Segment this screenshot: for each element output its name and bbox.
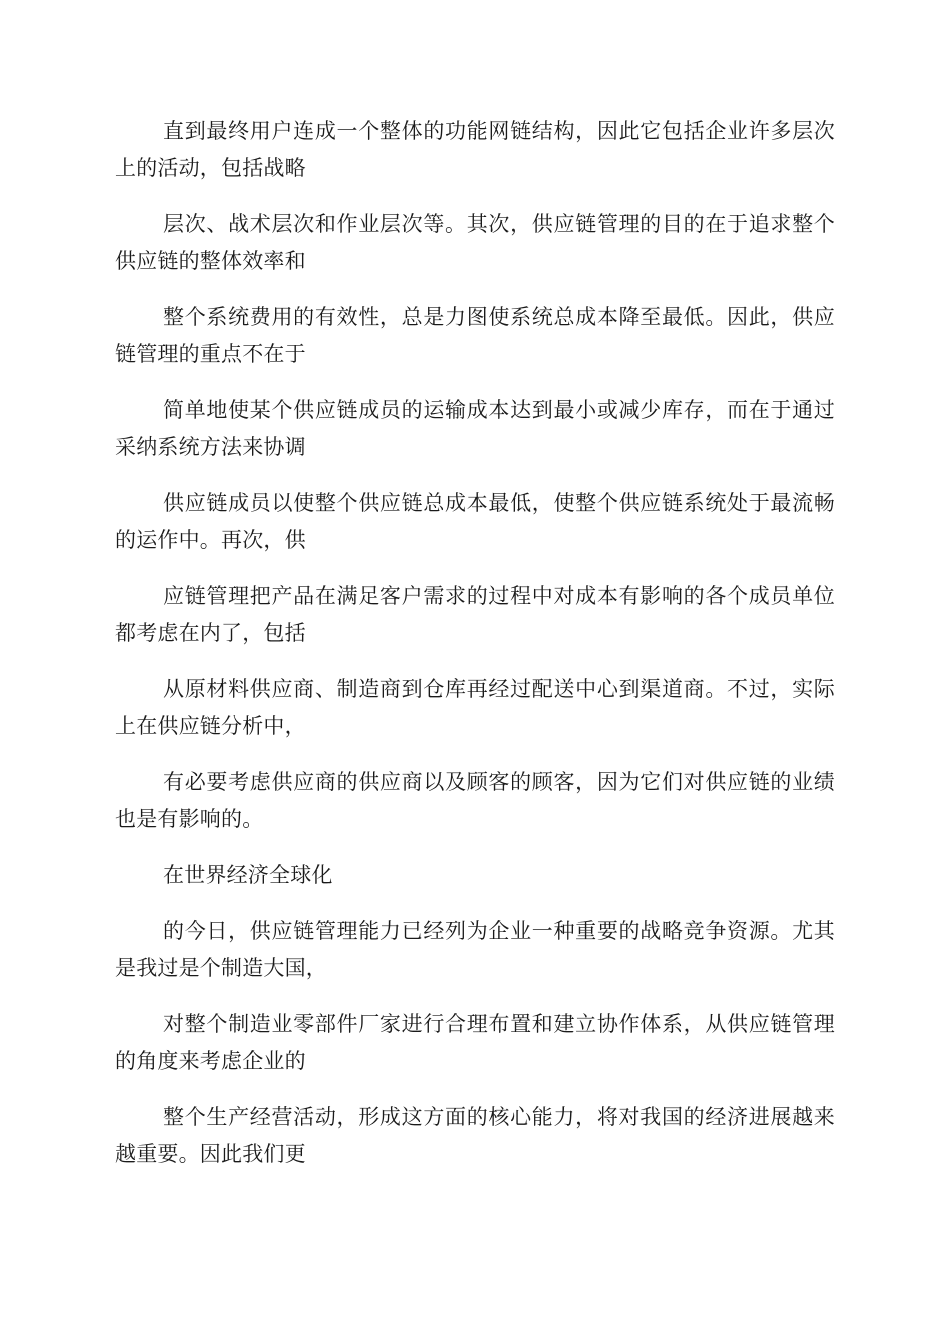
paragraph: 对整个制造业零部件厂家进行合理布置和建立协作体系，从供应链管理的角度来考虑企业的 — [115, 1012, 835, 1073]
paragraph: 整个生产经营活动，形成这方面的核心能力，将对我国的经济进展越来越重要。因此我们更 — [115, 1105, 835, 1166]
paragraph: 整个系统费用的有效性，总是力图使系统总成本降至最低。因此，供应链管理的重点不在于 — [115, 305, 835, 366]
paragraph: 层次、战术层次和作业层次等。其次，供应链管理的目的在于追求整个供应链的整体效率和 — [115, 212, 835, 273]
paragraph: 直到最终用户连成一个整体的功能网链结构，因此它包括企业许多层次上的活动，包括战略 — [115, 119, 835, 180]
paragraph: 供应链成员以使整个供应链总成本最低，使整个供应链系统处于最流畅的运作中。再次，供 — [115, 491, 835, 552]
paragraph: 的今日，供应链管理能力已经列为企业一种重要的战略竞争资源。尤其是我过是个制造大国， — [115, 919, 835, 980]
paragraph: 简单地使某个供应链成员的运输成本达到最小或减少库存，而在于通过采纳系统方法来协调 — [115, 398, 835, 459]
paragraph: 在世界经济全球化 — [163, 863, 333, 887]
paragraph: 应链管理把产品在满足客户需求的过程中对成本有影响的各个成员单位都考虑在内了，包括 — [115, 584, 835, 645]
document-body — [115, 113, 835, 1192]
paragraph: 从原材料供应商、制造商到仓库再经过配送中心到渠道商。不过，实际上在供应链分析中， — [115, 677, 835, 738]
paragraph: 有必要考虑供应商的供应商以及顾客的顾客，因为它们对供应链的业绩也是有影响的。 — [115, 770, 835, 831]
